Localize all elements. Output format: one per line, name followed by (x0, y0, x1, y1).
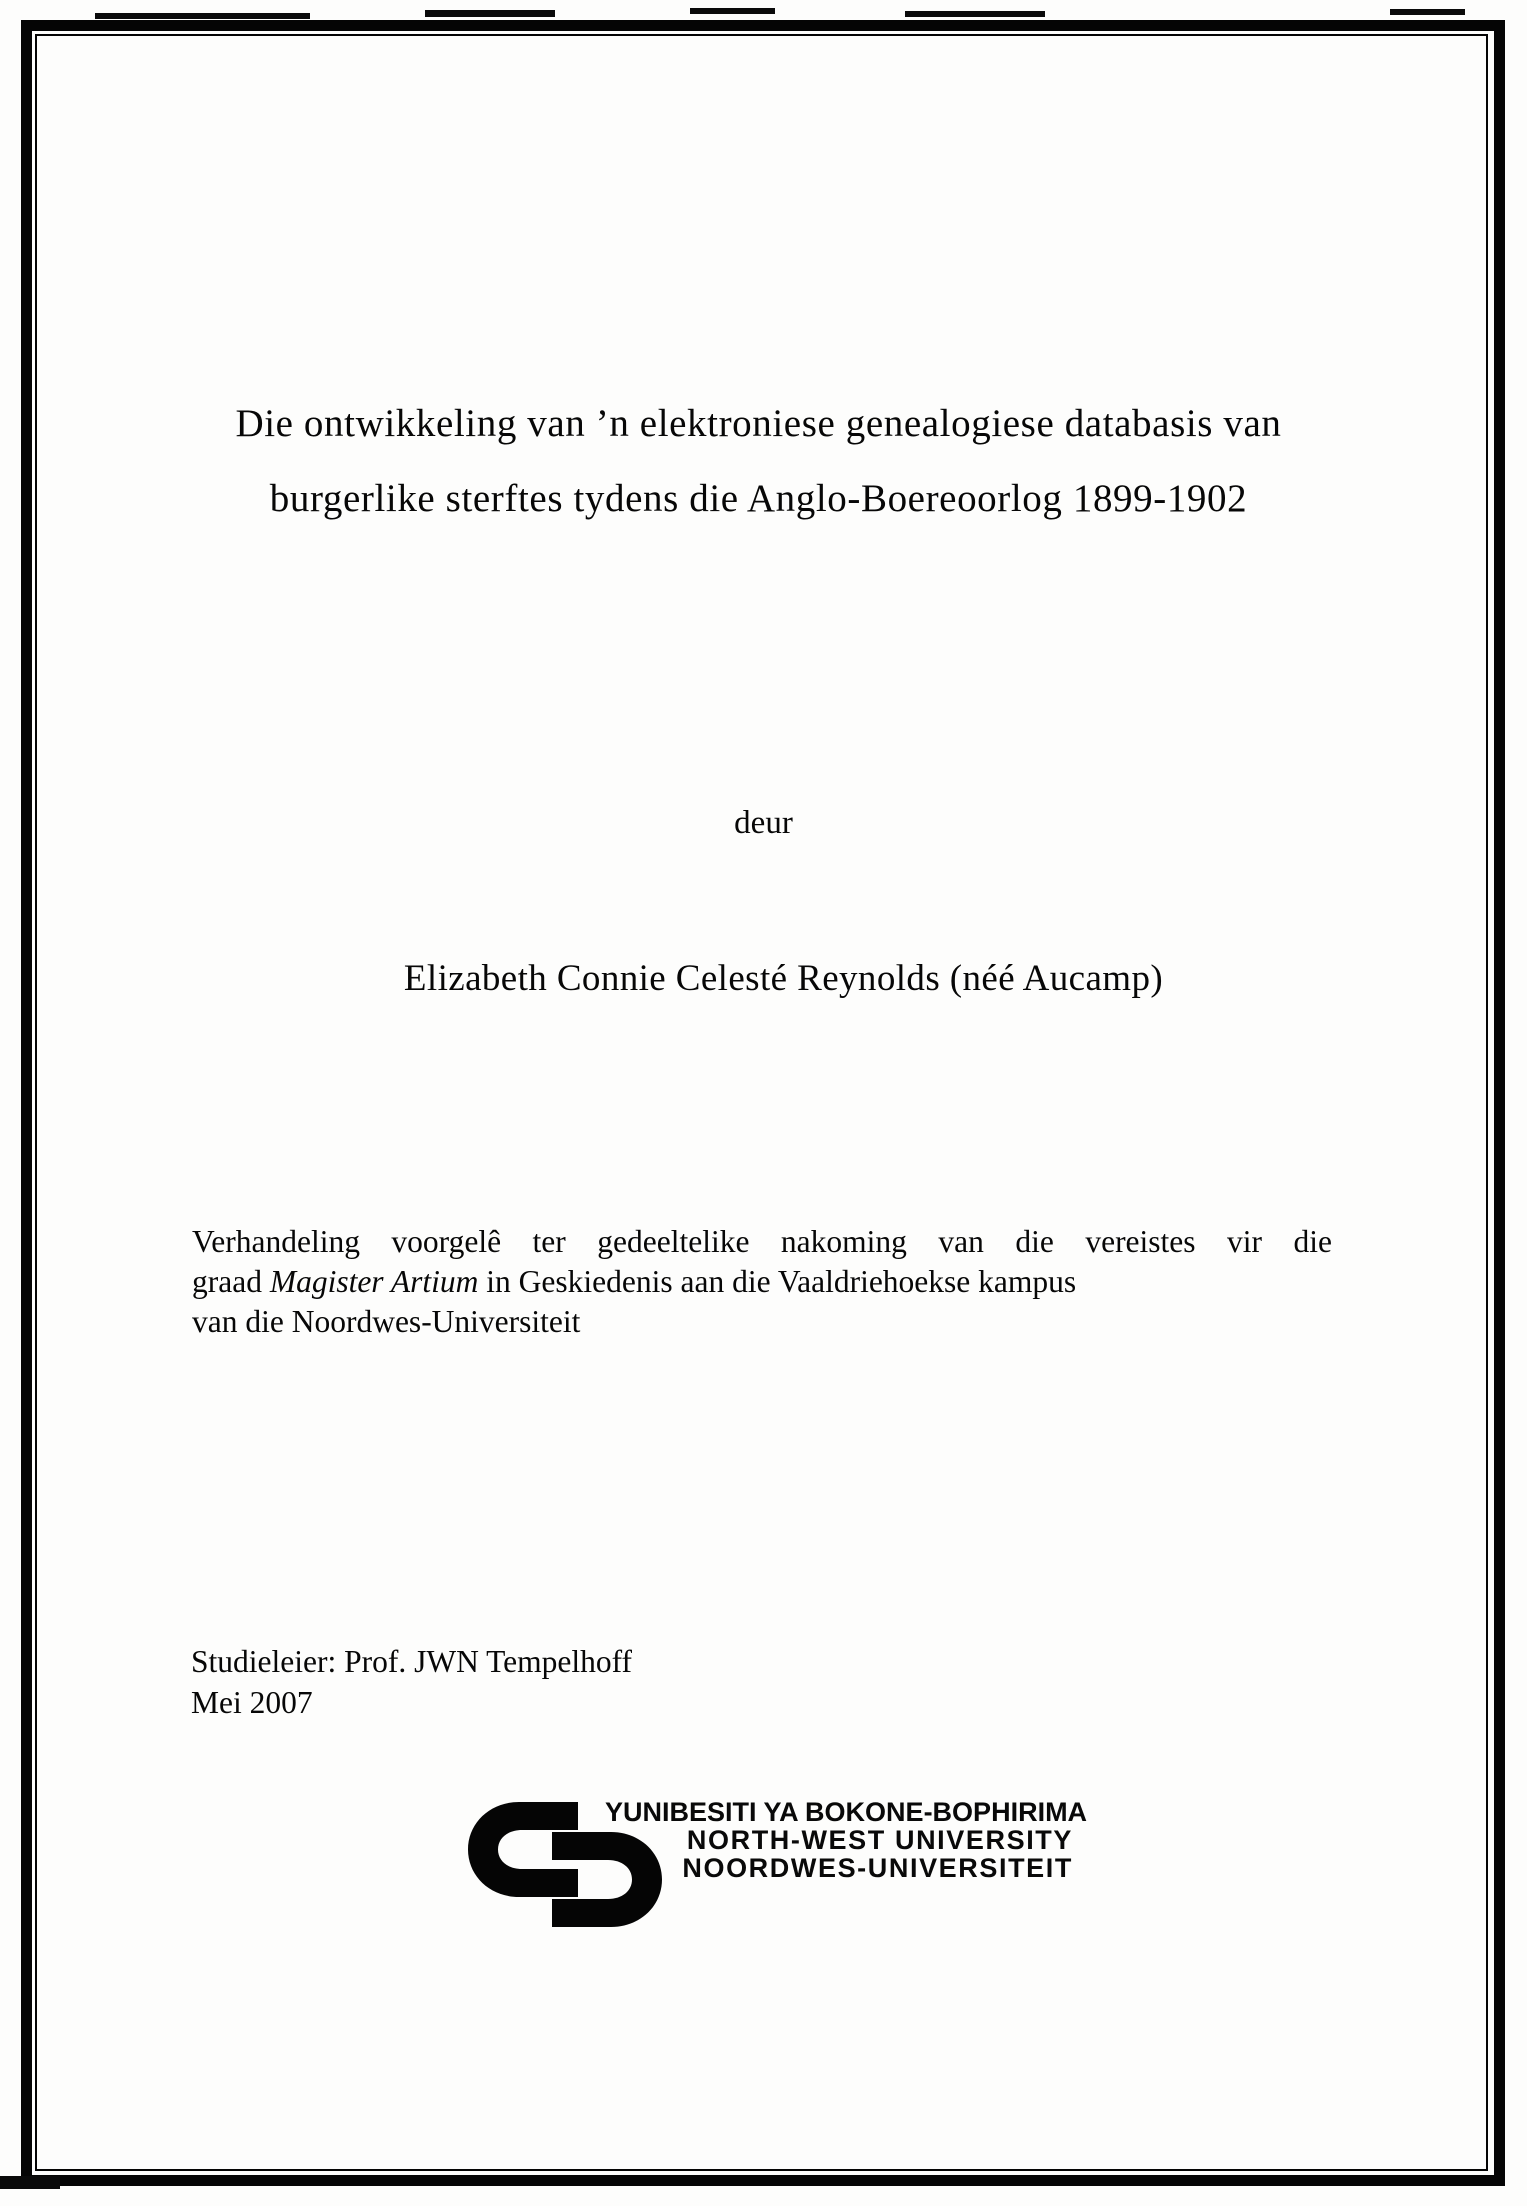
thesis-title-line1: Die ontwikkeling van ’n elektroniese genealogiese databasis van (235, 402, 1282, 445)
degree-statement-line2-prefix: graad (192, 1264, 270, 1299)
supervisor-line: Studieleier: Prof. JWN Tempelhoff (191, 1644, 633, 1679)
scan-artifact (905, 11, 1045, 17)
degree-statement-line1: Verhandeling voorgelê ter gedeeltelike nakoming van die vereistes vir die (192, 1224, 1332, 1259)
degree-name: Magister Artium (269, 1264, 479, 1299)
byline: deur (734, 805, 793, 841)
degree-statement-line3: van die Noordwes-Universiteit (192, 1304, 581, 1339)
university-logo (465, 1793, 1088, 1938)
supervisor-block (191, 1642, 632, 1723)
thesis-title (110, 386, 1407, 536)
scan-artifact (690, 8, 775, 14)
scan-artifact (0, 2176, 60, 2189)
university-wordmark (605, 1797, 1088, 1883)
university-name-afrikaans: NOORDWES-UNIVERSITEIT (682, 1853, 1073, 1883)
scan-artifact (1390, 9, 1465, 15)
university-name-setswana: YUNIBESITI YA BOKONE-BOPHIRIMA (605, 1797, 1088, 1827)
date-line: Mei 2007 (191, 1684, 313, 1720)
scan-artifact (95, 13, 310, 19)
university-name-english: NORTH-WEST UNIVERSITY (686, 1825, 1073, 1855)
author-name: Elizabeth Connie Celesté Reynolds (néé Aucamp) (403, 958, 1164, 999)
degree-statement-line2 (192, 1262, 1332, 1302)
degree-statement (192, 1222, 1332, 1342)
degree-statement-line2-suffix: in Geskiedenis aan die Vaaldriehoekse kampus (478, 1264, 1077, 1299)
thesis-title-line2: burgerlike sterftes tydens die Anglo-Boereoorlog 1899-1902 (269, 477, 1248, 520)
scan-artifact (425, 10, 555, 17)
